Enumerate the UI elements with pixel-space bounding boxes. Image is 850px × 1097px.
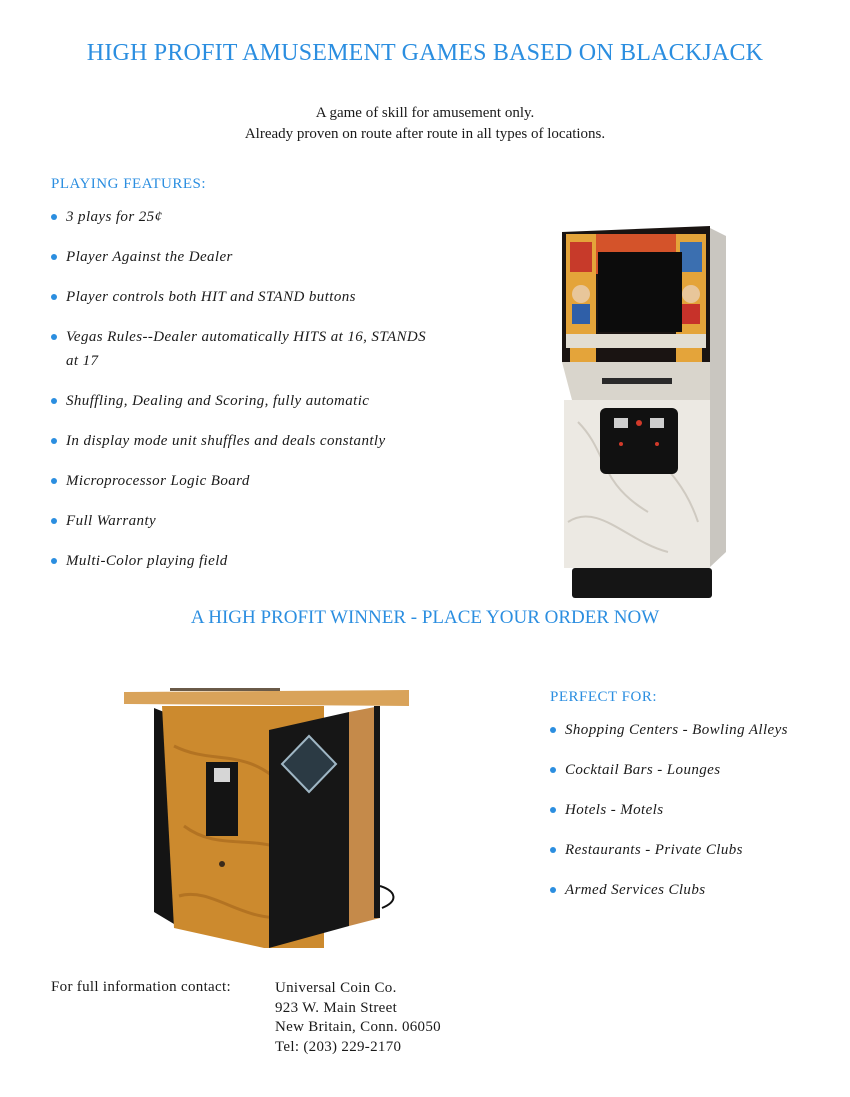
bullet-icon — [51, 254, 57, 260]
location-item: Shopping Centers - Bowling Alleys — [550, 718, 840, 742]
bullet-icon — [51, 558, 57, 564]
contact-label: For full information contact: — [51, 979, 231, 995]
bullet-icon — [550, 887, 556, 893]
feature-item-continued: at 17 — [66, 353, 99, 369]
bullet-icon — [550, 847, 556, 853]
bullet-icon — [550, 727, 556, 733]
company-name: Universal Coin Co. — [275, 980, 397, 996]
playing-features-list — [51, 205, 451, 589]
intro-text — [0, 103, 850, 145]
bullet-icon — [51, 214, 57, 220]
feature-item: Shuffling, Dealing and Scoring, fully automatic — [51, 389, 451, 413]
feature-item: 3 plays for 25¢ — [51, 205, 451, 229]
cocktail-cabinet-image — [124, 686, 414, 948]
feature-item: In display mode unit shuffles and deals constantly — [51, 429, 451, 453]
perfect-for-list — [550, 718, 840, 918]
street-address: 923 W. Main Street — [275, 999, 398, 1016]
perfect-for-heading: PERFECT FOR: — [550, 689, 658, 705]
bullet-icon — [51, 398, 57, 404]
feature-item: Player controls both HIT and STAND buttons — [51, 285, 451, 309]
playing-features-heading: PLAYING FEATURES: — [51, 176, 207, 192]
order-now-banner: A HIGH PROFIT WINNER - PLACE YOUR ORDER NOW — [190, 607, 660, 628]
intro-line-1: A game of skill for amusement only. — [315, 105, 535, 121]
feature-item: Vegas Rules--Dealer automatically HITS at 16, STANDS at 17 — [51, 325, 451, 373]
bullet-icon — [550, 767, 556, 773]
location-item: Cocktail Bars - Lounges — [550, 758, 840, 782]
location-item: Hotels - Motels — [550, 798, 840, 822]
phone-number: Tel: (203) 229-2170 — [275, 1038, 402, 1055]
bullet-icon — [51, 294, 57, 300]
contact-address — [275, 979, 441, 1057]
feature-item: Player Against the Dealer — [51, 245, 451, 269]
page-headline: HIGH PROFIT AMUSEMENT GAMES BASED ON BLACKJACK — [86, 40, 764, 66]
bullet-icon — [51, 478, 57, 484]
intro-line-2: Already proven on route after route in all types of locations. — [244, 126, 606, 142]
bullet-icon — [550, 807, 556, 813]
feature-item: Microprocessor Logic Board — [51, 469, 451, 493]
feature-item: Multi-Color playing field — [51, 549, 451, 573]
city-state-zip: New Britain, Conn. 06050 — [275, 1019, 441, 1035]
bullet-icon — [51, 438, 57, 444]
location-item: Restaurants - Private Clubs — [550, 838, 840, 862]
upright-cabinet-image — [558, 222, 730, 602]
bullet-icon — [51, 518, 57, 524]
feature-item: Full Warranty — [51, 509, 451, 533]
bullet-icon — [51, 334, 57, 340]
location-item: Armed Services Clubs — [550, 878, 840, 902]
